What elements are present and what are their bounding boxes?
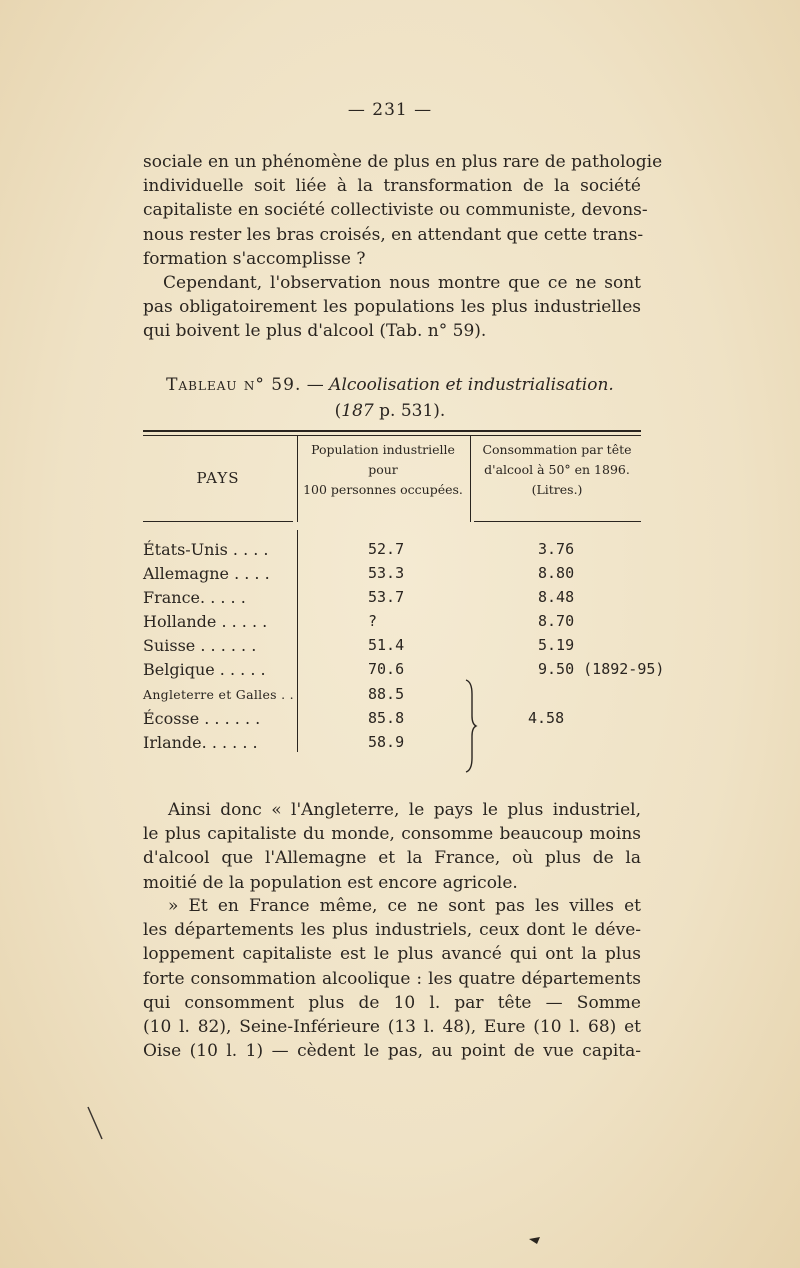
source-paren: ( (334, 401, 342, 421)
cell-pays: Angleterre et Galles . . (143, 687, 294, 702)
text-line: nous rester les bras croisés, en attendant que cette trans- (143, 224, 644, 245)
caption-label: Tableau n° 59. (166, 375, 302, 395)
table-row (143, 660, 665, 683)
cell-pays: Suisse . . . . . . (143, 636, 257, 655)
table-row (143, 588, 641, 611)
cell-population: 53.3 (368, 564, 405, 582)
cell-consommation: 4.58 (528, 709, 565, 727)
header-divider (297, 436, 298, 522)
text-line: formation s'accomplisse ? (143, 248, 366, 269)
cell-consommation: 9.50 (1892-95) (538, 660, 665, 678)
paragraph-1 (143, 150, 663, 271)
ink-spot (528, 1236, 542, 1246)
header-pays: PAYS (196, 469, 240, 487)
cell-consommation: 3.76 (538, 540, 575, 558)
cell-consommation: 8.80 (538, 564, 575, 582)
header-population (297, 440, 469, 500)
text-line: capitaliste en société collectiviste ou communiste, devons- (143, 200, 648, 221)
text-line: pas obligatoirement les populations les plus industrielles (143, 297, 641, 318)
cell-pays: Irlande. . . . . . (143, 733, 258, 752)
paragraph-3 (143, 798, 641, 895)
text-line: qui consomment plus de 10 l. par tête — Somme (143, 992, 641, 1013)
cell-pays: Hollande . . . . . (143, 612, 268, 631)
cell-population: 58.9 (368, 733, 405, 751)
cell-pays: France. . . . . (143, 588, 246, 607)
cell-pays: États-Unis . . . . (143, 540, 269, 559)
table-row (143, 564, 641, 587)
header-line: d'alcool à 50° en 1896. (484, 462, 630, 477)
cell-consommation: 8.70 (538, 612, 575, 630)
cell-consommation: 8.48 (538, 588, 575, 606)
text-line: (10 l. 82), Seine-Inférieure (13 l. 48), Eure (10 l. 68) et (143, 1017, 641, 1038)
table-row (143, 733, 641, 756)
text-line: Ainsi donc « l'Angleterre, le pays le plus industriel, (168, 800, 641, 820)
header-line: pour (368, 462, 398, 477)
source-ref: 187 (341, 401, 374, 421)
header-underline (143, 521, 293, 522)
header-divider (470, 436, 471, 522)
table-row (143, 709, 641, 732)
text-line: Cependant, l'observation nous montre que ce ne sont (163, 273, 641, 293)
page-number: — 231 — (347, 100, 433, 120)
text-line: Oise (10 l. 1) — cèdent le pas, au point de vue capita- (143, 1041, 641, 1062)
caption-source (0, 398, 780, 424)
text-line: forte consommation alcoolique : les quatre départements (143, 968, 641, 989)
cell-pays: Belgique . . . . . (143, 660, 266, 679)
cell-pays: Allemagne . . . . (143, 564, 270, 583)
caption-line-1 (0, 372, 780, 398)
text-line: loppement capitaliste est le plus avancé qui ont la plus (143, 944, 641, 965)
text-line: » Et en France même, ce ne sont pas les villes et (168, 896, 641, 916)
header-underline (474, 521, 641, 522)
text-line: le plus capitaliste du monde, consomme beaucoup moins (143, 824, 641, 845)
cell-population: 88.5 (368, 685, 405, 703)
margin-pencil-mark (86, 1105, 106, 1141)
caption-dash: — (301, 375, 330, 395)
text-line: les départements les plus industriels, ceux dont le déve- (143, 920, 641, 941)
cell-consommation: 5.19 (538, 636, 575, 654)
cell-population: 85.8 (368, 709, 405, 727)
table-top-rule (143, 430, 641, 436)
caption-title: Alcoolisation et industrialisation. (329, 375, 614, 395)
source-page: p. 531). (373, 401, 446, 421)
table-row (143, 636, 641, 659)
paragraph-4 (143, 894, 641, 1063)
header-line: Consommation par tête (482, 442, 632, 457)
cell-population: 51.4 (368, 636, 405, 654)
text-line: individuelle soit liée à la transformation de la société (143, 176, 641, 197)
text-line: sociale en un phénomène de plus en plus rare de pathologie (143, 152, 663, 172)
text-line: qui boivent le plus d'alcool (Tab. n° 59). (143, 321, 487, 342)
cell-population: 70.6 (368, 660, 405, 678)
text-line: d'alcool que l'Allemagne et la France, où plus de la (143, 848, 641, 869)
header-line: Population industrielle (311, 442, 455, 457)
table-row (143, 685, 641, 708)
brace-icon (462, 678, 482, 774)
header-consommation (472, 440, 642, 500)
table-caption (0, 372, 780, 424)
table-row (143, 540, 641, 563)
cell-population: ? (368, 612, 378, 630)
cell-population: 52.7 (368, 540, 405, 558)
text-line: moitié de la population est encore agricole. (143, 872, 518, 893)
header-line: 100 personnes occupées. (303, 482, 463, 497)
header-line: (Litres.) (531, 482, 583, 497)
cell-pays: Écosse . . . . . . (143, 709, 261, 728)
paragraph-2 (143, 271, 641, 344)
cell-population: 53.7 (368, 588, 405, 606)
table-row (143, 612, 641, 635)
